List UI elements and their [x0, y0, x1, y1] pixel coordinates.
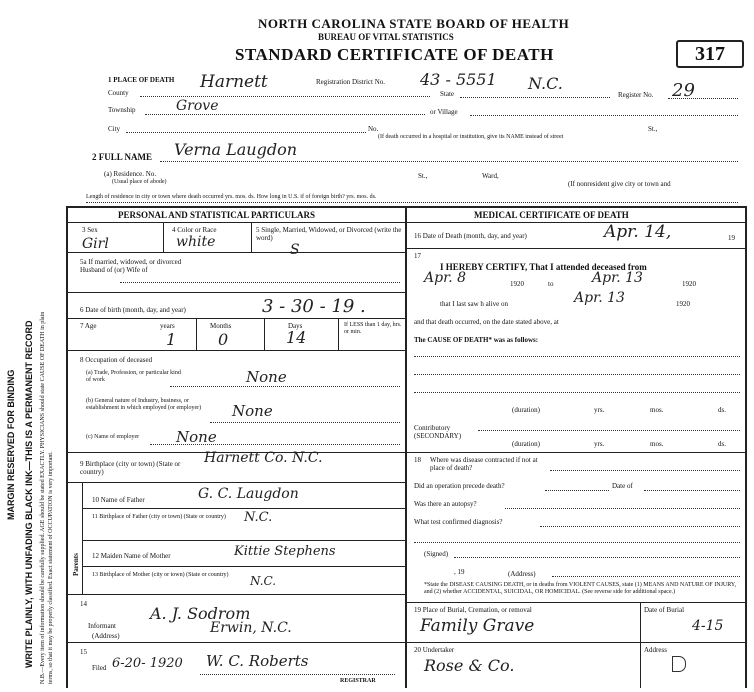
county-label: County	[108, 89, 129, 97]
duration-yrs-2: yrs.	[594, 440, 605, 448]
duration-yrs-1: yrs.	[594, 406, 605, 414]
attended-to: Apr. 13	[592, 270, 643, 286]
undertaker-value: Rose & Co.	[424, 656, 515, 675]
occupation-label: 8 Occupation of deceased	[80, 356, 153, 364]
age-days-label: Days	[288, 322, 303, 330]
item-18-label: 18	[414, 456, 421, 464]
color-value: white	[176, 234, 216, 250]
registrar-signature: W. C. Roberts	[206, 652, 309, 670]
bureau-title: BUREAU OF VITAL STATISTICS	[318, 32, 454, 42]
age-years-label: years	[160, 322, 175, 330]
sex-label: 3 Sex	[82, 226, 98, 234]
margin-note-2: terms, so that it may be properly classified. Exact statement of OCCUPATION is very important.	[48, 451, 54, 684]
township-value: Grove	[176, 98, 219, 114]
contributory-label: Contributory (SECONDARY)	[414, 424, 462, 440]
residence-ward-label: Ward,	[482, 172, 499, 180]
margin-note-1: N.B.—Every item of information should be carefully supplied. AGE should be stated EXACTLY. PHYSICIANS should state CAUSE OF DEATH in plain	[40, 311, 46, 684]
filed-number: 15	[80, 648, 87, 656]
informant-address-value: Erwin, N.C.	[210, 620, 292, 636]
mother-name-value: Kittie Stephens	[234, 544, 336, 559]
city-no-label: No.	[368, 125, 379, 133]
duration-label-1: (duration)	[512, 406, 540, 414]
filed-label: Filed	[92, 664, 107, 672]
informant-value: A. J. Sodrom	[150, 604, 251, 623]
sex-value: Girl	[82, 236, 109, 252]
age-years-value: 1	[166, 330, 177, 349]
age-months-label: Months	[210, 322, 232, 330]
state-label: State	[440, 90, 454, 98]
county-value: Harnett	[200, 72, 268, 92]
burial-date-value: 4-15	[692, 618, 724, 634]
burial-label: 19 Place of Burial, Cremation, or removal	[414, 606, 532, 614]
certificate-number: 317	[676, 40, 744, 68]
township-label: Township	[108, 106, 136, 114]
duration-ds-1: ds.	[718, 406, 726, 414]
signed-label: (Signed)	[424, 550, 449, 558]
operation-label: Did an operation precede death?	[414, 482, 505, 490]
trade-value: None	[246, 368, 287, 386]
date-of-burial-label: Date of Burial	[644, 606, 685, 614]
birthplace-value: Harnett Co. N.C.	[204, 450, 323, 466]
place-of-death-label: 1 PLACE OF DEATH	[108, 76, 175, 84]
burial-value: Family Grave	[420, 616, 535, 636]
attended-to-year: 1920	[682, 280, 696, 288]
last-saw-label: that I last saw h alive on	[440, 300, 509, 308]
filed-date: 6-20- 1920	[112, 656, 183, 671]
nonresident-note: (If nonresident give city or town and	[568, 180, 671, 188]
length-of-residence: Length of residence in city or town where death occurred yrs. mos. ds. How long in U.S. if of foreign birth? yrs. mos. ds.	[86, 194, 377, 200]
date-of-death-value: Apr. 14,	[604, 222, 672, 242]
operation-date-label: Date of	[612, 482, 633, 490]
residence-label: (a) Residence. No.	[104, 170, 157, 178]
personal-section-title: PERSONAL AND STATISTICAL PARTICULARS	[118, 210, 315, 220]
full-name-value: Verna Laugdon	[174, 140, 298, 159]
father-birthplace-label: 11 Birthplace of Father (city or town) (State or country)	[92, 514, 226, 520]
trade-label: (a) Trade, Profession, or particular kind of work	[86, 370, 181, 383]
employer-value: None	[176, 428, 217, 446]
father-name-value: G. C. Laugdon	[198, 486, 299, 502]
death-occurred-label: and that death occurred, on the date stated above, at	[414, 318, 559, 326]
duration-mos-2: mos.	[650, 440, 664, 448]
informant-label: Informant	[88, 622, 116, 630]
undertaker-label: 20 Undertaker	[414, 646, 455, 654]
father-birthplace-value: N.C.	[244, 510, 273, 525]
duration-ds-2: ds.	[718, 440, 726, 448]
undertaker-address-label: Address	[644, 646, 667, 654]
to-label: to	[548, 280, 554, 288]
full-name-label: 2 FULL NAME	[92, 152, 153, 162]
attended-from: Apr. 8	[424, 270, 467, 286]
dob-label: 6 Date of birth (month, day, and year)	[80, 306, 186, 314]
signed-year: , 19	[454, 568, 465, 576]
date-of-death-year: 19	[728, 234, 735, 242]
diagnosis-label: What test confirmed diagnosis?	[414, 518, 503, 526]
industry-value: None	[232, 402, 273, 420]
date-of-death-label: 16 Date of Death (month, day, and year)	[414, 232, 527, 240]
marital-value: S	[290, 242, 300, 258]
register-label: Register No.	[618, 91, 654, 99]
color-label: 4 Color or Race	[172, 226, 217, 234]
hospital-note: (If death occurred in a hospital or institution, give its NAME instead of street	[378, 134, 564, 140]
registration-district-value: 43 - 5551	[420, 70, 497, 89]
registration-district-label: Registration District No.	[316, 78, 386, 86]
residence-st-label: St.,	[418, 172, 428, 180]
parents-label: Parents	[72, 553, 80, 576]
village-label: or Village	[430, 108, 458, 116]
last-saw-date: Apr. 13	[574, 290, 625, 306]
age-months-value: 0	[218, 330, 229, 349]
mother-birthplace-label: 13 Birthplace of Mother (city or town) (State or country)	[92, 572, 229, 578]
registrar-label: REGISTRAR	[340, 678, 376, 684]
industry-label: (b) General nature of Industry, business, or establishment in which employed (or employer)	[86, 398, 202, 411]
residence-sub: (Usual place of abode)	[112, 179, 167, 185]
disease-contracted-label: Where was disease contracted if not at place of death?	[430, 456, 538, 472]
informant-number: 14	[80, 600, 87, 608]
page-title: STANDARD CERTIFICATE OF DEATH	[235, 45, 554, 64]
city-st-label: St.,	[648, 125, 658, 133]
margin-write-text: WRITE PLAINLY, WITH UNFADING BLACK INK—THIS IS A PERMANENT RECORD	[24, 320, 34, 668]
signed-address-label: (Address)	[508, 570, 536, 578]
item-17-label: 17	[414, 252, 421, 260]
mother-birthplace-value: N.C.	[250, 574, 277, 588]
birthplace-label: 9 Birthplace (city or town) (State or country)	[80, 460, 181, 476]
employer-label: (c) Name of employer	[86, 434, 140, 440]
cause-footnote: *State the DISEASE CAUSING DEATH, or in deaths from VIOLENT CAUSES, state (1) MEANS AND NATURE OF INJURY, and (2) whether ACCIDENTAL, SUICIDAL, OR HOMICIDAL. (See reverse side for additional space.)	[424, 582, 736, 595]
medical-section-title: MEDICAL CERTIFICATE OF DEATH	[474, 210, 629, 220]
duration-label-2: (duration)	[512, 440, 540, 448]
age-days-value: 14	[286, 328, 307, 347]
father-name-label: 10 Name of Father	[92, 496, 145, 504]
duration-mos-1: mos.	[650, 406, 664, 414]
spouse-label: 5a If married, widowed, or divorced Husband of (or) Wife of	[80, 258, 182, 274]
marital-label: 5 Single, Married, Widowed, or Divorced (write the word)	[256, 226, 402, 242]
informant-address-label: (Address)	[92, 632, 120, 640]
city-label: City	[108, 125, 121, 133]
dob-value: 3 - 30 - 19 .	[262, 296, 366, 317]
undertaker-address-mark	[672, 656, 686, 672]
margin-binding-text: MARGIN RESERVED FOR BINDING	[6, 369, 16, 520]
board-title: NORTH CAROLINA STATE BOARD OF HEALTH	[258, 16, 570, 31]
mother-name-label: 12 Maiden Name of Mother	[92, 552, 171, 560]
cause-of-death-label: The CAUSE OF DEATH* was as follows:	[414, 336, 539, 344]
state-value: N.C.	[528, 74, 563, 93]
last-saw-year: 1920	[676, 300, 690, 308]
register-value: 29	[672, 80, 695, 101]
certify-statement: I HEREBY CERTIFY, That I attended deceased from	[440, 262, 647, 272]
autopsy-label: Was there an autopsy?	[414, 500, 477, 508]
less-than-day-label: If LESS than 1 day, hrs. or min.	[344, 322, 402, 335]
attended-from-year: 1920	[510, 280, 524, 288]
age-label: 7 Age	[80, 322, 97, 330]
